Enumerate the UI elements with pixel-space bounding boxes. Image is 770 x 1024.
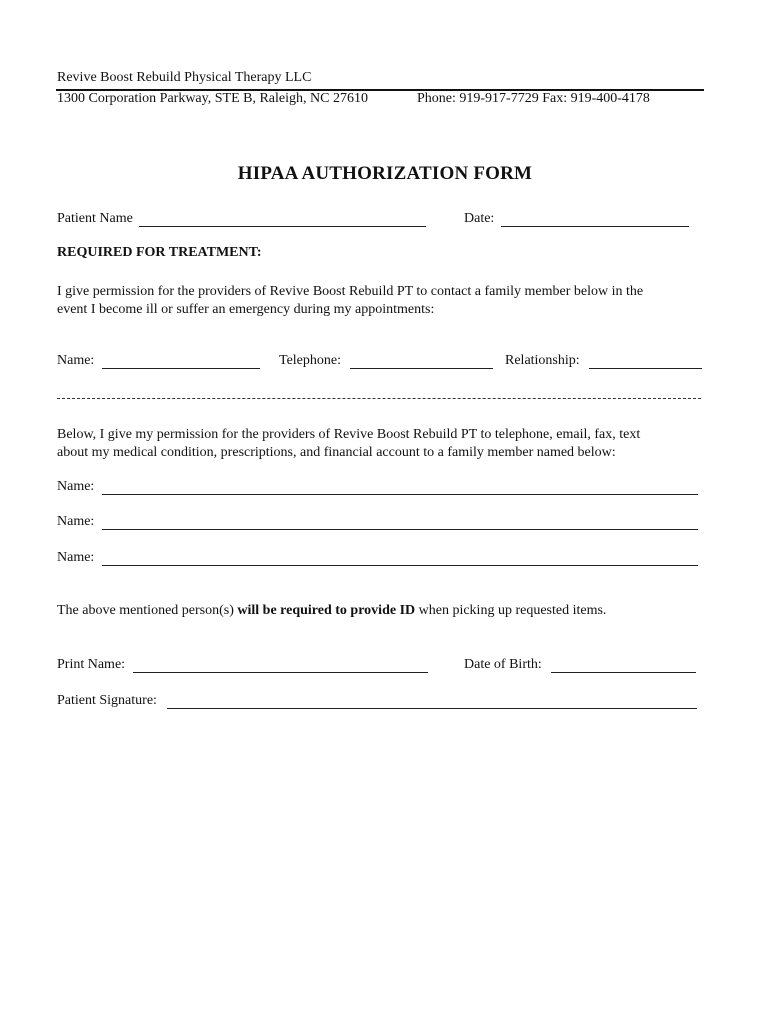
patient-signature-label: Patient Signature: [57,693,157,708]
family-member-name-label: Name: [57,479,95,494]
id-notice-emphasis: will be required to provide ID [237,603,416,618]
treatment-permission-line-2: event I become ill or suffer an emergency during my appointments: [57,302,435,317]
family-member-row-2 [57,514,707,532]
form-title: HIPAA AUTHORIZATION FORM [237,163,533,184]
disclosure-permission-line-1: Below, I give my permission for the providers of Revive Boost Rebuild PT to telephone, email, fax, text [57,427,641,442]
patient-signature-field[interactable] [167,708,697,709]
family-member-row-3 [57,550,707,568]
date-field[interactable] [501,226,689,227]
disclosure-permission-line-2: about my medical condition, prescriptions, and financial account to a family member named below: [57,445,616,460]
print-name-row [57,657,707,675]
telephone-label: Telephone: [279,353,341,368]
date-of-birth-field[interactable] [551,672,696,673]
emergency-contact-row [57,353,707,371]
id-notice-suffix: when picking up requested items. [415,603,607,618]
patient-name-label: Patient Name [57,211,133,226]
family-member-row-1 [57,479,707,497]
relationship-label: Relationship: [505,353,580,368]
patient-name-field[interactable] [139,226,426,227]
company-name: Revive Boost Rebuild Physical Therapy LLC [57,70,312,85]
disclosure-permission-text [57,426,707,462]
emergency-name-label: Name: [57,353,95,368]
treatment-permission-text [57,283,707,319]
id-notice-prefix: The above mentioned person(s) [57,603,238,618]
section-separator [57,398,701,399]
id-requirement-notice [57,603,606,619]
family-member-name-field-1[interactable] [102,494,698,495]
patient-info-row [57,211,707,229]
date-label: Date: [464,211,495,226]
date-of-birth-label: Date of Birth: [464,657,542,672]
print-name-field[interactable] [133,672,428,673]
company-phone-fax: Phone: 919-917-7729 Fax: 919-400-4178 [417,91,650,106]
family-member-name-field-2[interactable] [102,529,698,530]
family-member-name-label: Name: [57,514,95,529]
family-member-name-label: Name: [57,550,95,565]
print-name-label: Print Name: [57,657,126,672]
treatment-permission-line-1: I give permission for the providers of Revive Boost Rebuild PT to contact a family member below in the [57,284,644,299]
patient-signature-row [57,693,707,711]
required-for-treatment-heading: REQUIRED FOR TREATMENT: [57,245,262,260]
company-address: 1300 Corporation Parkway, STE B, Raleigh, NC 27610 [57,91,368,106]
telephone-field[interactable] [350,368,493,369]
emergency-name-field[interactable] [102,368,260,369]
family-member-name-field-3[interactable] [102,565,698,566]
relationship-field[interactable] [589,368,702,369]
